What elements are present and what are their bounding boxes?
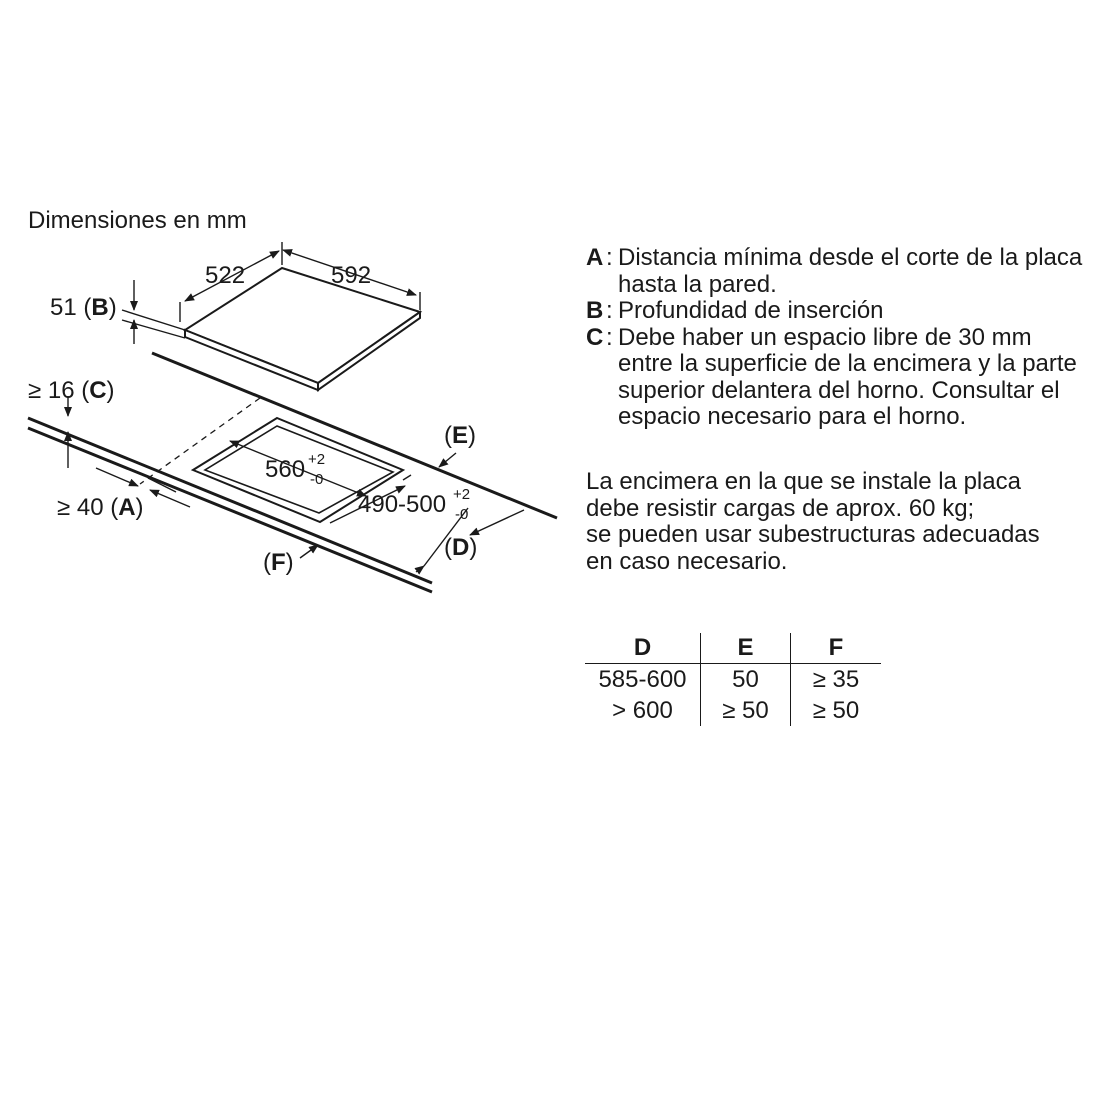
column-header-d: D (585, 633, 701, 664)
table-row (585, 695, 881, 726)
dimension-e-label (444, 422, 476, 449)
dimension-f-open: ( (263, 549, 271, 576)
legend-text: Profundidad de inserción (618, 297, 884, 324)
dimension-d-key: D (452, 534, 470, 561)
column-header-f: F (791, 633, 882, 664)
legend-key: C (586, 323, 604, 351)
clearance-a-value: ≥ 40 ( (57, 494, 119, 521)
insertion-depth-label (50, 294, 117, 321)
hob-depth-label: 522 (205, 262, 246, 289)
dimension-d-label (444, 534, 477, 561)
table-cell: ≥ 50 (812, 696, 860, 724)
dimension-f-key: F (271, 549, 286, 576)
dimension-e-open: ( (444, 422, 452, 449)
legend-text: Debe haber un espacio libre de 30 mm entre la superficie de la encimera y la parte superior delantera del horno. Consultar el espacio necesario para el horno. (618, 323, 1077, 430)
clearance-a-close: ) (135, 494, 144, 521)
dimension-e-key: E (452, 422, 469, 449)
table-row (585, 664, 881, 696)
insertion-depth-key: B (91, 294, 109, 321)
cutout-width-tol-plus: +2 (308, 451, 326, 468)
dimension-e-close: ) (468, 422, 477, 449)
hob-width-label: 592 (331, 262, 372, 289)
column-header-e: E (701, 633, 791, 664)
legend-text: Distancia mínima desde el corte de la placa hasta la pared. (618, 244, 1083, 298)
note-line: se pueden usar subestructuras adecuadas (586, 521, 1040, 548)
clearance-c-key: C (89, 377, 107, 404)
legend (586, 245, 1086, 431)
cutout-width-tol-minus: -0 (310, 471, 324, 488)
clearance-a-label (57, 494, 144, 521)
legend-colon: : (606, 244, 613, 271)
dimension-f-label (263, 549, 294, 576)
cutout-width-label: 560 (265, 456, 306, 483)
clearance-c-label (28, 377, 115, 404)
load-note (586, 469, 1096, 575)
note-line: en caso necesario. (586, 547, 788, 575)
page-heading: Dimensiones en mm (28, 207, 247, 234)
legend-item-c (586, 325, 1086, 431)
legend-key: B (586, 297, 604, 324)
insertion-depth-close: ) (108, 294, 117, 321)
table-cell: > 600 (585, 695, 701, 726)
note-line: La encimera en la que se instale la placa (586, 468, 1021, 495)
dimension-d-close: ) (469, 534, 478, 561)
dimension-f-close: ) (285, 549, 294, 576)
cutout-depth-label: 490-500 (358, 491, 447, 518)
clearance-a-key: A (118, 494, 136, 521)
insertion-depth-value: 51 ( (50, 294, 92, 321)
table-cell: 585-600 (585, 664, 701, 696)
table-cell: 50 (701, 664, 791, 696)
dimension-d-open: ( (444, 534, 452, 561)
table-cell: ≥ 35 (812, 665, 860, 693)
legend-colon: : (606, 323, 613, 351)
cutout-depth-tol-plus: +2 (453, 486, 471, 503)
legend-item-b (586, 298, 1086, 325)
cutout-depth-tol-minus: -0 (455, 506, 469, 523)
clearance-c-close: ) (106, 377, 115, 404)
legend-colon: : (606, 297, 613, 324)
clearance-c-value: ≥ 16 ( (28, 377, 90, 404)
table-header-row (585, 633, 881, 664)
table-cell: ≥ 50 (701, 695, 791, 726)
note-line: debe resistir cargas de aprox. 60 kg; (586, 494, 975, 522)
legend-item-a (586, 245, 1086, 298)
legend-key: A (586, 244, 604, 271)
dimensions-table (585, 633, 881, 726)
